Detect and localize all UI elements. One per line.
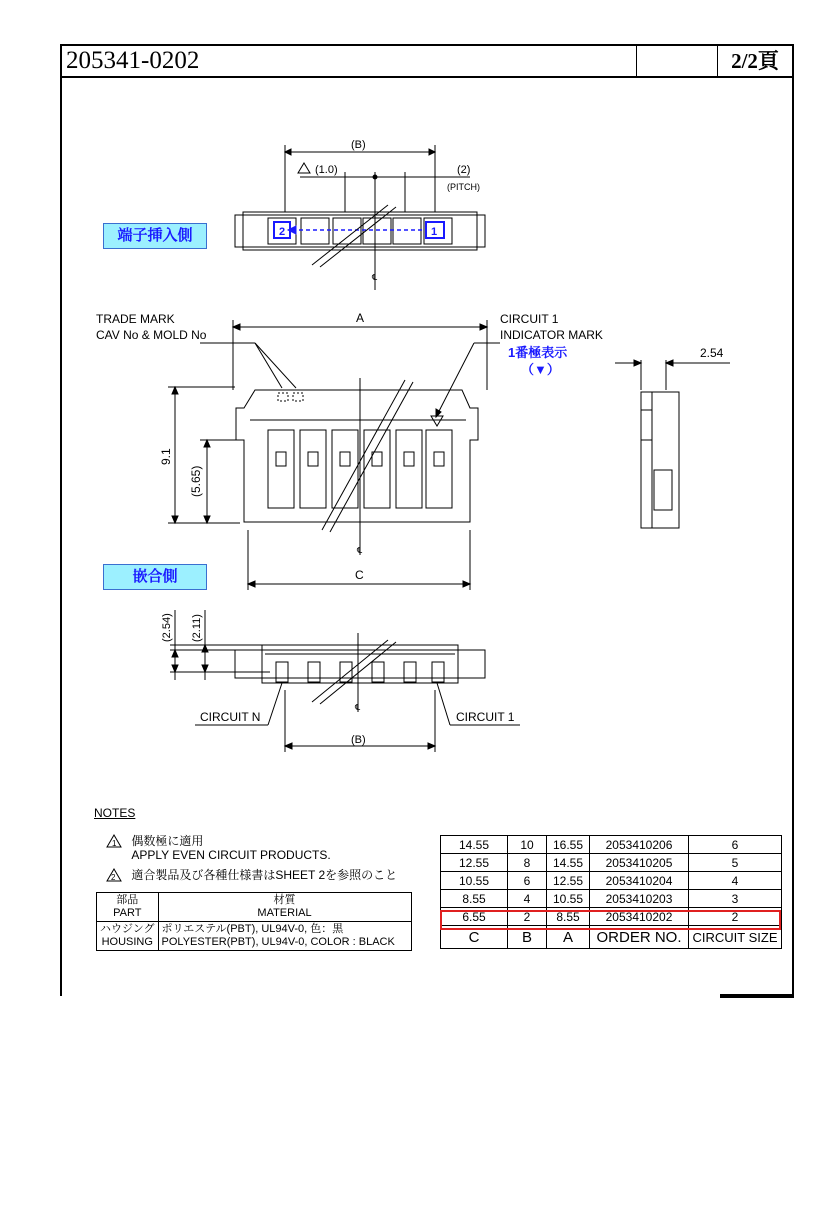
dim-2: (2)	[457, 164, 471, 176]
order-table	[440, 835, 782, 949]
circuit-1-label: CIRCUIT 1	[456, 710, 515, 724]
dim-9-1: 9.1	[159, 448, 173, 465]
note-2	[106, 868, 397, 882]
svg-text:2: 2	[111, 873, 116, 882]
notes-title: NOTES	[94, 806, 136, 820]
svg-text:1: 1	[112, 839, 117, 848]
jp-indicator-line2: （▼）	[521, 362, 560, 377]
centerline-front: ℄	[357, 546, 363, 555]
page-number: 2/2頁	[731, 49, 779, 73]
material-header: 材質 MATERIAL	[158, 893, 411, 922]
part-header: 部品 PART	[97, 893, 159, 922]
centerline-top: ℄	[372, 273, 378, 282]
indicator-line1: CIRCUIT 1	[500, 312, 559, 326]
note-1-en: APPLY EVEN CIRCUIT PRODUCTS.	[131, 848, 331, 862]
dim-a: A	[356, 311, 365, 325]
material-table	[96, 892, 412, 951]
centerline-bottom: ℄	[355, 703, 361, 712]
frame-corner-mark	[720, 994, 794, 998]
dim-c: C	[355, 568, 364, 582]
part-number: 205341-0202	[62, 46, 637, 76]
dim-2-54-side: 2.54	[700, 346, 724, 360]
mating-side-tag: 嵌合側	[103, 564, 207, 590]
circuit-n-label: CIRCUIT N	[200, 710, 261, 724]
housing-cell: ハウジング HOUSING	[97, 922, 159, 951]
note-2-text: 適合製品及び各種仕様書はSHEET 2を参照のこと	[131, 868, 398, 882]
circuit-1-marker: 1	[431, 226, 438, 238]
table-row: 10.55 6 12.55 2053410204 4	[441, 872, 782, 890]
dim-pitch: (PITCH)	[447, 182, 480, 192]
circuit-2-marker: 2	[279, 226, 286, 238]
table-row-highlighted: 6.55 2 8.55 2053410202 2	[441, 908, 782, 926]
dim-2-11: (2.11)	[191, 614, 203, 642]
dim-b-bottom: (B)	[351, 734, 366, 746]
dim-2-54-bottom: (2.54)	[161, 613, 173, 642]
table-row: 14.55 10 16.55 2053410206 6	[441, 836, 782, 854]
dim-b-top: (B)	[351, 139, 366, 151]
warning-triangle-icon	[106, 834, 122, 848]
table-header-row: C B A ORDER NO. CIRCUIT SIZE	[441, 926, 782, 949]
table-row: 8.55 4 10.55 2053410203 3	[441, 890, 782, 908]
trade-mark-line1: TRADE MARK	[96, 312, 175, 326]
jp-indicator-line1: 1番極表示	[508, 345, 568, 360]
note-1	[106, 834, 331, 862]
dim-5-65: (5.65)	[189, 465, 203, 497]
indicator-line2: INDICATOR MARK	[500, 328, 603, 342]
note-1-jp: 偶数極に適用	[131, 834, 204, 848]
trade-mark-line2: CAV No & MOLD No	[96, 328, 207, 342]
dim-1-0: (1.0)	[315, 164, 338, 176]
table-row: 12.55 8 14.55 2053410205 5	[441, 854, 782, 872]
terminal-insertion-side-tag: 端子挿入側	[103, 223, 207, 249]
warning-triangle-icon	[106, 868, 122, 882]
housing-material-cell: ポリエステル(PBT), UL94V-0, 色：黒 POLYESTER(PBT), UL94V-0, COLOR : BLACK	[158, 922, 411, 951]
